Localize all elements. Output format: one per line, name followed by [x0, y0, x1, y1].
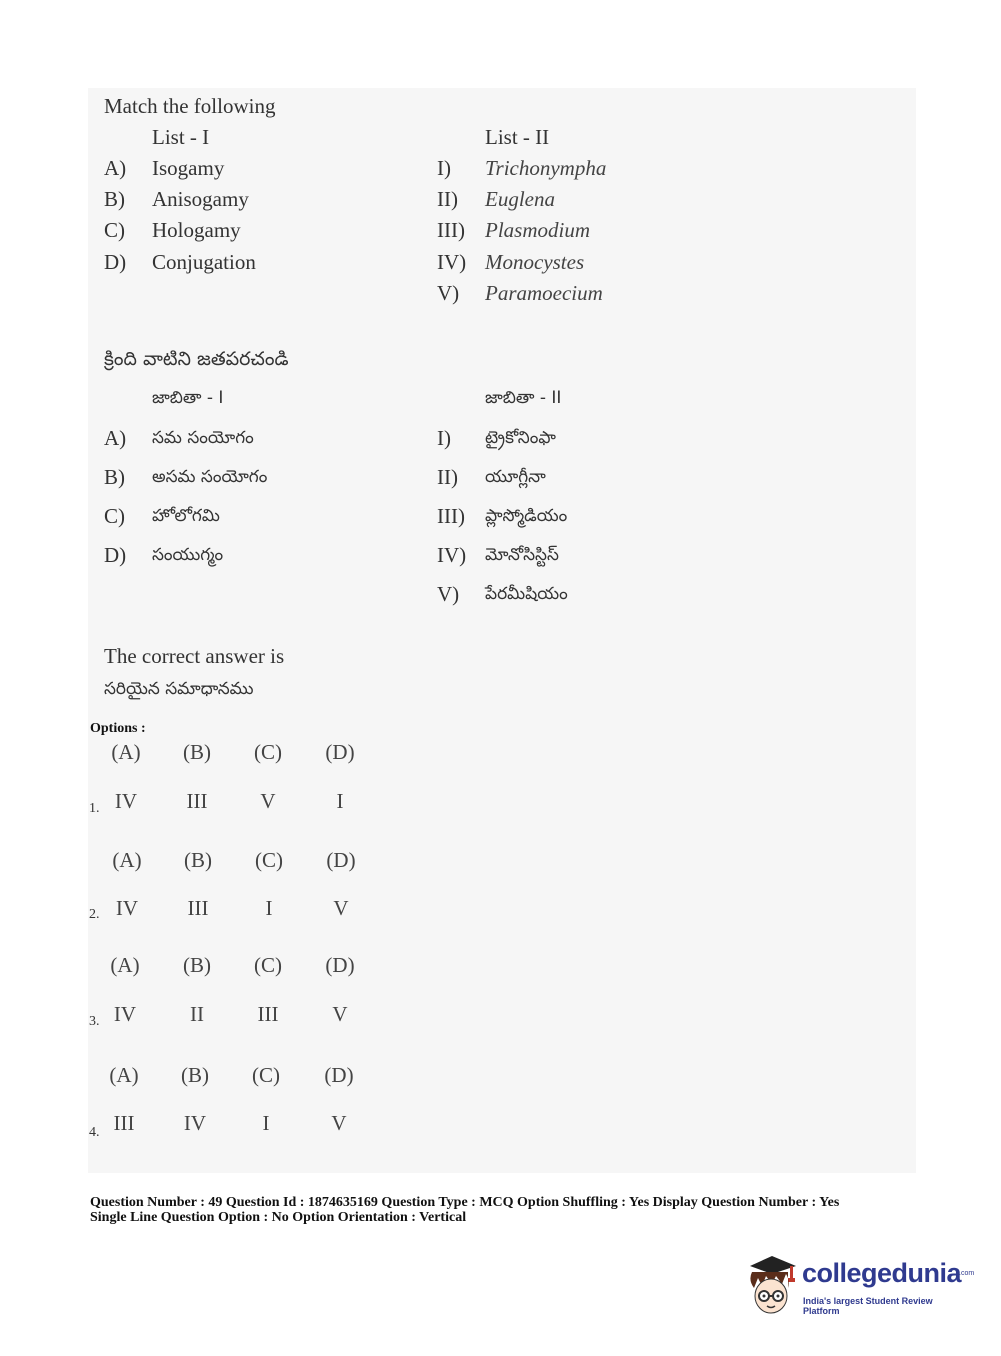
list2-te-label-i: I)	[437, 426, 451, 450]
option4-header-a: (A)	[109, 1063, 139, 1087]
list2-te-item-iii: ప్లాస్మోడియం	[485, 506, 568, 526]
list1-te-item-d: సంయుగ్మం	[152, 545, 224, 565]
list1-label-a: A)	[104, 156, 127, 180]
answer-prompt-english: The correct answer is	[104, 644, 285, 668]
list2-te-label-ii: II)	[437, 465, 458, 489]
list2-te-item-v: పేరమీషియం	[485, 584, 568, 604]
collegedunia-logo[interactable]	[742, 1248, 975, 1318]
logo-dotcom: .com	[959, 1270, 975, 1277]
option1-header-b: (B)	[183, 740, 211, 764]
option1-value-d: I	[336, 789, 344, 813]
list2-te-label-iv: IV)	[437, 543, 467, 567]
list2-te-item-ii: యూగ్లీనా	[485, 467, 546, 487]
list1-te-label-a: A)	[104, 426, 127, 450]
option4-value-b: IV	[183, 1111, 207, 1135]
option2-header-c: (C)	[255, 848, 283, 872]
list1-te-item-b: అసమ సంయోగం	[152, 467, 268, 487]
list2-label-iii: III)	[437, 218, 465, 242]
option4-header-b: (B)	[181, 1063, 209, 1087]
option2-value-a: IV	[115, 896, 139, 920]
list1-item-hologamy: Hologamy	[152, 218, 241, 242]
list2-te-item-i: ట్రైకోనింఫా	[485, 428, 556, 448]
list1-header-english: List - I	[152, 125, 210, 149]
option4-value-d: V	[331, 1111, 347, 1135]
list1-item-anisogamy: Anisogamy	[152, 187, 249, 211]
option2-header-a: (A)	[112, 848, 142, 872]
list2-item-trichonympha: Trichonympha	[485, 156, 607, 180]
heading-telugu: క్రింది వాటిని జతపరచండి	[104, 348, 289, 370]
list2-header-telugu: జాబితా - II	[485, 388, 562, 408]
list1-label-d: D)	[104, 250, 127, 274]
option1-header-a: (A)	[111, 740, 141, 764]
option1-header-d: (D)	[325, 740, 355, 764]
option2-value-d: V	[333, 896, 349, 920]
option3-value-d: V	[332, 1002, 348, 1026]
option3-value-b: II	[190, 1002, 204, 1026]
option1-value-a: IV	[114, 789, 138, 813]
list2-label-v: V)	[437, 281, 460, 305]
option1-value-b: III	[186, 789, 208, 813]
option2-number[interactable]: 2.	[89, 907, 100, 922]
list2-header-english: List - II	[485, 125, 550, 149]
list2-label-iv: IV)	[437, 250, 467, 274]
list1-item-isogamy: Isogamy	[152, 156, 225, 180]
list1-te-item-a: సమ సంయోగం	[152, 428, 254, 448]
option1-value-c: V	[260, 789, 276, 813]
logo-wordmark: collegedunia	[802, 1258, 962, 1288]
list2-item-monocystes: Monocystes	[485, 250, 585, 274]
list2-label-ii: II)	[437, 187, 458, 211]
option4-number[interactable]: 4.	[89, 1125, 100, 1140]
list1-te-label-d: D)	[104, 543, 127, 567]
list1-label-b: B)	[104, 187, 125, 211]
list2-te-label-v: V)	[437, 582, 460, 606]
option3-header-b: (B)	[183, 953, 211, 977]
option2-header-d: (D)	[326, 848, 356, 872]
list2-te-item-iv: మోనోసిస్టిస్	[485, 545, 559, 565]
options-title: Options :	[90, 721, 146, 736]
option1-number[interactable]: 1.	[89, 801, 100, 816]
question-meta-line1: Question Number : 49 Question Id : 1874635169 Question Type : MCQ Option Shuffling : Yes Display Question Number : Yes	[90, 1195, 840, 1210]
list1-te-label-c: C)	[104, 504, 125, 528]
list2-te-label-iii: III)	[437, 504, 465, 528]
option3-header-a: (A)	[110, 953, 140, 977]
option2-value-b: III	[187, 896, 209, 920]
option4-value-c: I	[262, 1111, 270, 1135]
option2-header-b: (B)	[184, 848, 212, 872]
heading-english: Match the following	[104, 94, 276, 118]
list2-item-plasmodium: Plasmodium	[485, 218, 590, 242]
list2-label-i: I)	[437, 156, 451, 180]
option3-header-c: (C)	[254, 953, 282, 977]
answer-prompt-telugu: సరియైన సమాధానము	[104, 679, 254, 699]
list1-te-item-c: హోలోగమి	[152, 506, 220, 526]
list1-label-c: C)	[104, 218, 125, 242]
logo-tagline: India's largest Student Review Platform	[803, 1296, 933, 1316]
option3-value-c: III	[257, 1002, 279, 1026]
option3-number[interactable]: 3.	[89, 1014, 100, 1029]
option3-value-a: IV	[113, 1002, 137, 1026]
option1-header-c: (C)	[254, 740, 282, 764]
option4-value-a: III	[113, 1111, 135, 1135]
list1-te-label-b: B)	[104, 465, 125, 489]
list2-item-euglena: Euglena	[485, 187, 555, 211]
list2-item-paramoecium: Paramoecium	[485, 281, 603, 305]
option4-header-c: (C)	[252, 1063, 280, 1087]
list1-item-conjugation: Conjugation	[152, 250, 256, 274]
student-mascot-icon	[742, 1248, 802, 1318]
option2-value-c: I	[265, 896, 273, 920]
option3-header-d: (D)	[325, 953, 355, 977]
question-meta-line2: Single Line Question Option : No Option Orientation : Vertical	[90, 1210, 467, 1225]
list1-header-telugu: జాబితా - I	[152, 388, 224, 408]
option4-header-d: (D)	[324, 1063, 354, 1087]
